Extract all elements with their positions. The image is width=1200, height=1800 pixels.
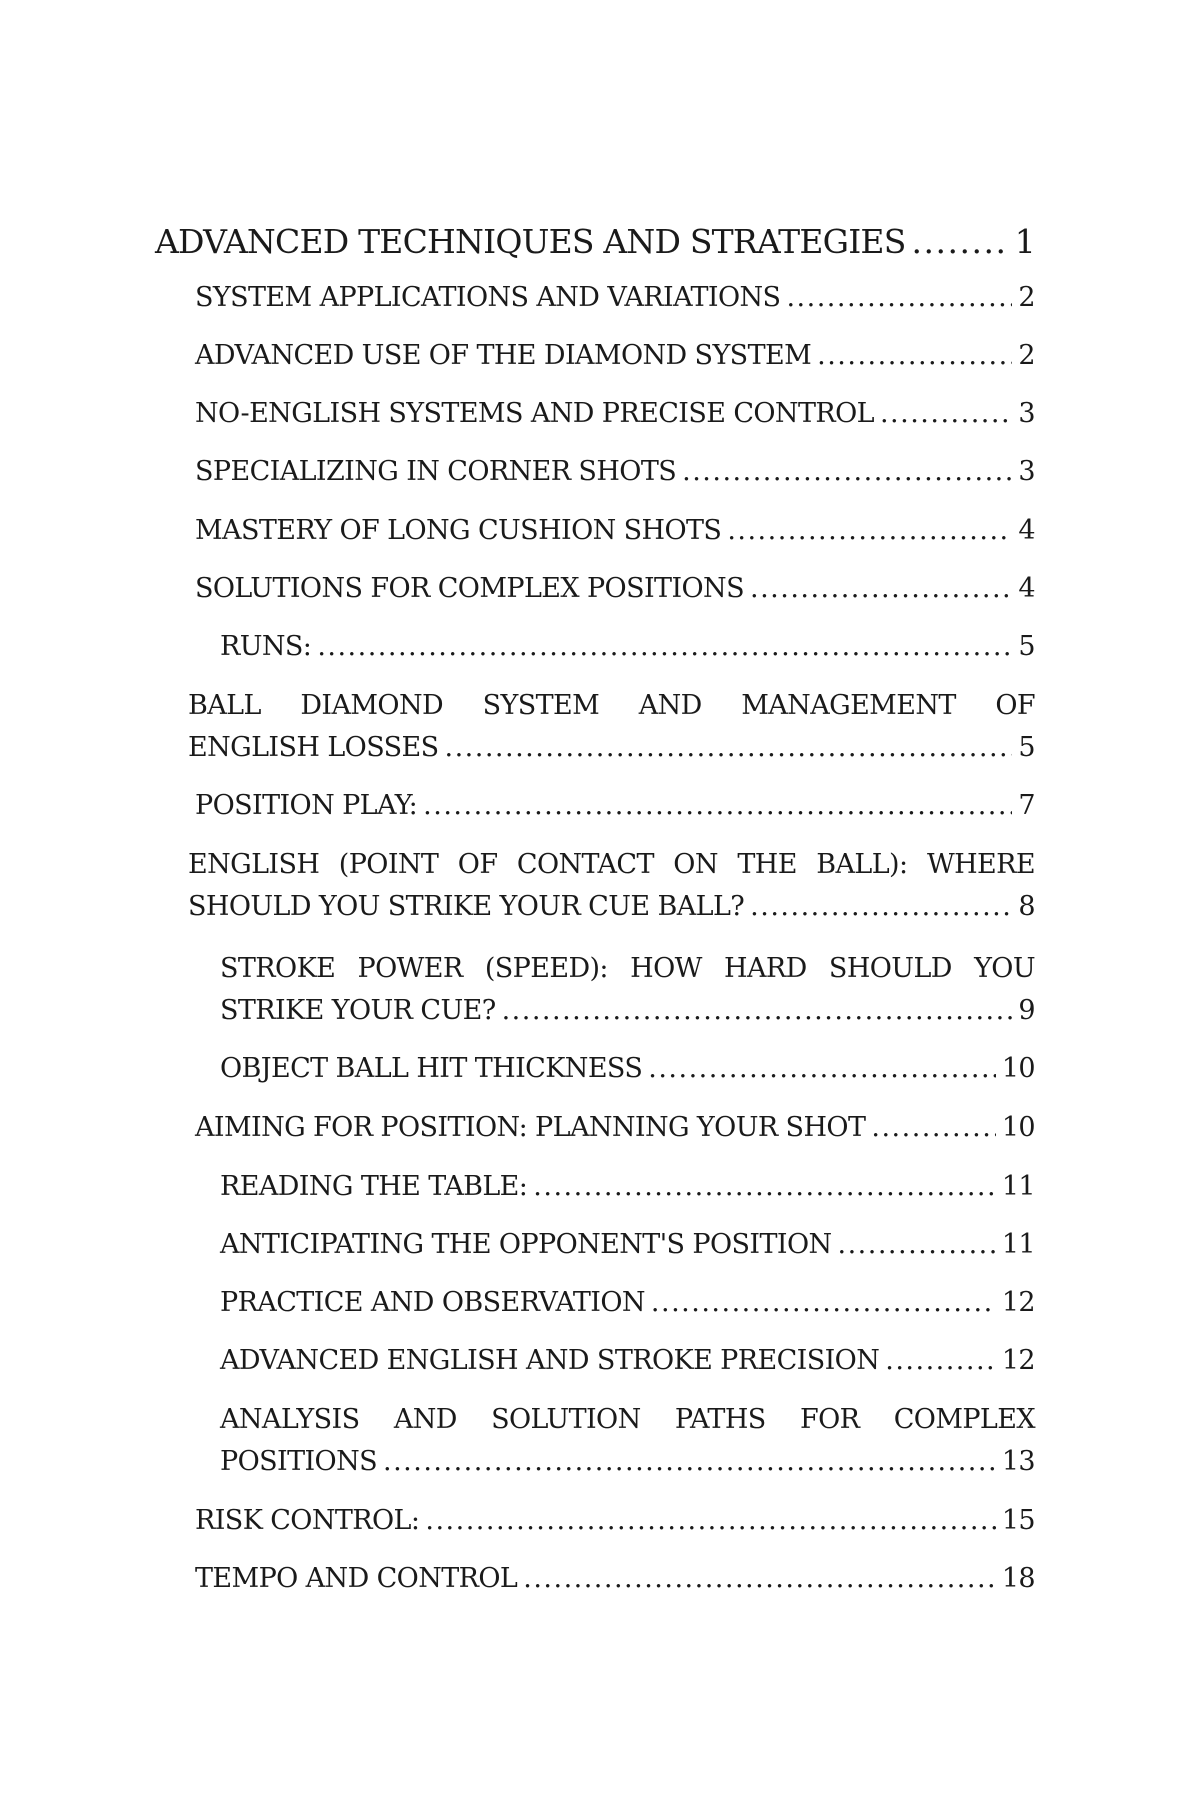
toc-entry[interactable] <box>195 1505 1035 1536</box>
dot-leader <box>523 1563 996 1594</box>
toc-entry[interactable] <box>195 340 1035 371</box>
dot-leader <box>786 282 1012 313</box>
toc-entry-page: 8 <box>1018 891 1035 922</box>
toc-entry-label: SOLUTIONS FOR COMPLEX POSITIONS <box>195 573 744 604</box>
toc-entry-label-line2: POSITIONS <box>220 1446 377 1477</box>
dot-leader <box>912 222 1009 261</box>
toc-entry[interactable] <box>220 631 1035 662</box>
toc-entry-label-line2: ENGLISH LOSSES <box>188 732 439 763</box>
toc-entry-label: POSITION PLAY: <box>195 790 418 821</box>
toc-entry-label-line1: ANALYSIS AND SOLUTION PATHS FOR COMPLEX <box>220 1404 1035 1435</box>
toc-entry[interactable] <box>195 282 1035 313</box>
toc-entry[interactable] <box>155 222 1035 261</box>
toc-entry-label: OBJECT BALL HIT THICKNESS <box>220 1053 643 1084</box>
toc-entry[interactable] <box>188 849 1035 922</box>
toc-entry[interactable] <box>220 1229 1035 1260</box>
toc-entry-label: TEMPO AND CONTROL <box>195 1563 518 1594</box>
toc-entry-page: 5 <box>1018 732 1035 763</box>
toc-entry-label-line2: SHOULD YOU STRIKE YOUR CUE BALL? <box>188 891 745 922</box>
toc-entry[interactable] <box>220 1053 1035 1084</box>
toc-entry-label: ADVANCED TECHNIQUES AND STRATEGIES <box>155 222 906 261</box>
toc-entry-page: 2 <box>1018 282 1035 313</box>
toc-entry-label: RISK CONTROL: <box>195 1505 420 1536</box>
dot-leader <box>317 631 1012 662</box>
toc-entry-label: MASTERY OF LONG CUSHION SHOTS <box>195 515 722 546</box>
dot-leader <box>423 790 1012 821</box>
toc-entry[interactable] <box>195 515 1035 546</box>
toc-entry[interactable] <box>220 1404 1035 1477</box>
toc-entry-label: ADVANCED USE OF THE DIAMOND SYSTEM <box>195 340 812 371</box>
toc-entry-page: 18 <box>1001 1563 1035 1594</box>
dot-leader <box>682 456 1012 487</box>
toc-entry[interactable] <box>188 690 1035 763</box>
toc-entry[interactable] <box>220 1345 1035 1376</box>
dot-leader <box>727 515 1012 546</box>
toc-entry[interactable] <box>220 953 1035 1026</box>
dot-leader <box>885 1345 996 1376</box>
toc-entry[interactable] <box>195 1112 1035 1143</box>
toc-entry-page: 4 <box>1018 515 1035 546</box>
dot-leader <box>750 891 1012 922</box>
toc-entry[interactable] <box>195 456 1035 487</box>
toc-entry[interactable] <box>195 573 1035 604</box>
toc-entry-label-line1: STROKE POWER (SPEED): HOW HARD SHOULD YOU <box>220 953 1035 984</box>
toc-entry-page: 4 <box>1018 573 1035 604</box>
toc-entry-page: 15 <box>1001 1505 1035 1536</box>
dot-leader <box>533 1171 996 1202</box>
toc-entry-page: 13 <box>1001 1446 1035 1477</box>
toc-entry-page: 10 <box>1001 1053 1035 1084</box>
toc-entry-page: 9 <box>1018 995 1035 1026</box>
dot-leader <box>383 1446 996 1477</box>
toc-entry[interactable] <box>220 1287 1035 1318</box>
toc-entry-label: SPECIALIZING IN CORNER SHOTS <box>195 456 677 487</box>
toc-entry-page: 10 <box>1001 1112 1035 1143</box>
toc-entry-page: 1 <box>1014 222 1035 261</box>
toc-entry-label: READING THE TABLE: <box>220 1171 528 1202</box>
toc-entry-label-line1: ENGLISH (POINT OF CONTACT ON THE BALL): WHERE <box>188 849 1035 880</box>
dot-leader <box>651 1287 996 1318</box>
toc-entry-label: ADVANCED ENGLISH AND STROKE PRECISION <box>220 1345 880 1376</box>
toc-entry-page: 5 <box>1018 631 1035 662</box>
toc-entry-label: PRACTICE AND OBSERVATION <box>220 1287 645 1318</box>
toc-entry-label-line2: STRIKE YOUR CUE? <box>220 995 496 1026</box>
toc-entry-label: AIMING FOR POSITION: PLANNING YOUR SHOT <box>195 1112 866 1143</box>
toc-entry-page: 11 <box>1001 1229 1035 1260</box>
toc-entry-label: ANTICIPATING THE OPPONENT'S POSITION <box>220 1229 832 1260</box>
toc-entry-label: RUNS: <box>220 631 312 662</box>
toc-entry-page: 2 <box>1018 340 1035 371</box>
toc-entry[interactable] <box>220 1171 1035 1202</box>
toc-entry-page: 7 <box>1018 790 1035 821</box>
dot-leader <box>817 340 1012 371</box>
dot-leader <box>838 1229 996 1260</box>
toc-entry-page: 3 <box>1018 398 1035 429</box>
dot-leader <box>750 573 1012 604</box>
toc-entry[interactable] <box>195 790 1035 821</box>
dot-leader <box>648 1053 996 1084</box>
toc-entry-page: 11 <box>1001 1171 1035 1202</box>
dot-leader <box>880 398 1012 429</box>
dot-leader <box>871 1112 995 1143</box>
dot-leader <box>425 1505 995 1536</box>
toc-entry-page: 3 <box>1018 456 1035 487</box>
toc-entry[interactable] <box>195 1563 1035 1594</box>
toc-entry-label: NO-ENGLISH SYSTEMS AND PRECISE CONTROL <box>195 398 874 429</box>
toc-entry-page: 12 <box>1001 1287 1035 1318</box>
toc-entry-label: SYSTEM APPLICATIONS AND VARIATIONS <box>195 282 781 313</box>
dot-leader <box>445 732 1013 763</box>
dot-leader <box>502 995 1013 1026</box>
toc-entry-page: 12 <box>1001 1345 1035 1376</box>
toc-entry[interactable] <box>195 398 1035 429</box>
toc-entry-label-line1: BALL DIAMOND SYSTEM AND MANAGEMENT OF <box>188 690 1035 721</box>
